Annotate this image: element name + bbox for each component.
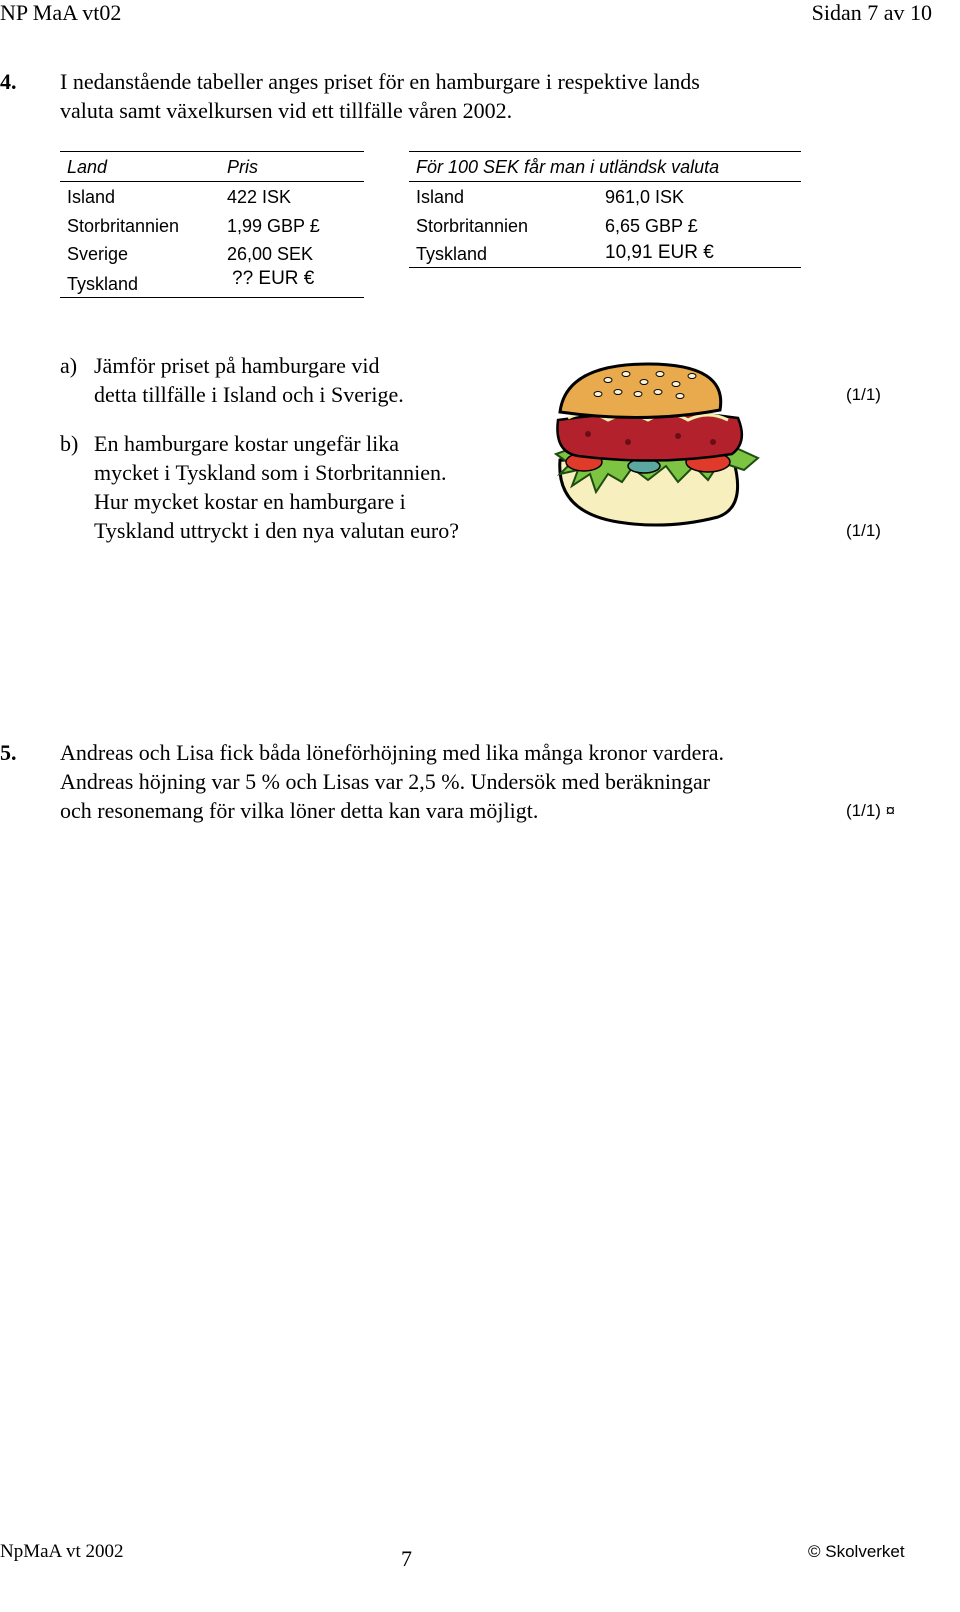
price-table-header-pris: Pris — [227, 157, 258, 177]
rate-table-header-rule — [409, 181, 801, 182]
q4b-line-1: En hamburgare kostar ungefär lika — [94, 431, 400, 456]
price-table-cell: 1,99 GBP £ — [227, 216, 320, 236]
rate-table-header: För 100 SEK får man i utländsk valuta — [416, 157, 720, 177]
price-table-top-rule — [60, 151, 364, 152]
rate-table-cell: Storbritannien — [416, 216, 529, 236]
rate-table-top-rule — [409, 151, 801, 152]
price-table-cell: Storbritannien — [67, 216, 180, 236]
footer-page-number: 7 — [401, 1546, 412, 1571]
rate-table-cell: Island — [416, 187, 465, 207]
q5-points: (1/1) ¤ — [846, 801, 896, 820]
q4-intro-line-2: valuta samt växelkursen vid ett tillfälle våren 2002. — [60, 98, 513, 123]
price-table-bottom-rule — [60, 297, 364, 298]
price-table-cell: Tyskland — [67, 274, 139, 294]
price-table-cell: Island — [67, 187, 116, 207]
q5-line-2: Andreas höjning var 5 % och Lisas var 2,5 %. Undersök med beräkningar — [60, 769, 711, 794]
price-table-cell: ?? EUR € — [232, 268, 315, 289]
price-table-cell: 26,00 SEK — [227, 244, 314, 264]
q4b-line-4: Tyskland uttryckt i den nya valutan euro? — [94, 518, 460, 543]
q5-number: 5. — [0, 740, 17, 765]
q5-line-1: Andreas och Lisa fick båda löneförhöjning med lika många kronor vardera. — [60, 740, 725, 765]
footer-left: NpMaA vt 2002 — [0, 1541, 124, 1562]
hamburger-illustration — [548, 362, 766, 530]
price-table-cell: Sverige — [67, 244, 129, 264]
price-table-header-land: Land — [67, 157, 108, 177]
header-left: NP MaA vt02 — [0, 0, 122, 25]
rate-table-cell: Tyskland — [416, 244, 488, 264]
rate-table-cell: 10,91 EUR € — [605, 242, 714, 263]
rate-table-cell: 961,0 ISK — [605, 187, 685, 207]
header-right: Sidan 7 av 10 — [811, 0, 932, 25]
q4b-points: (1/1) — [846, 521, 881, 540]
q4a-points: (1/1) — [846, 385, 881, 404]
q4-intro-line-1: I nedanstående tabeller anges priset för en hamburgare i respektive lands — [60, 69, 700, 94]
q4b-line-3: Hur mycket kostar en hamburgare i — [94, 489, 406, 514]
q4-number: 4. — [0, 69, 17, 94]
q4b-line-2: mycket i Tyskland som i Storbritannien. — [94, 460, 447, 485]
rate-table-bottom-rule — [409, 267, 801, 268]
q4a-line-1: Jämför priset på hamburgare vid — [94, 353, 380, 378]
rate-table-cell: 6,65 GBP £ — [605, 216, 698, 236]
q5-line-3: och resonemang för vilka löner detta kan vara möjligt. — [60, 798, 539, 823]
q4b-label: b) — [60, 431, 79, 456]
price-table-cell: 422 ISK — [227, 187, 292, 207]
price-table-header-rule — [60, 181, 364, 182]
q4a-label: a) — [60, 353, 78, 378]
q4a-line-2: detta tillfälle i Island och i Sverige. — [94, 382, 404, 407]
footer-right: © Skolverket — [808, 1542, 905, 1561]
